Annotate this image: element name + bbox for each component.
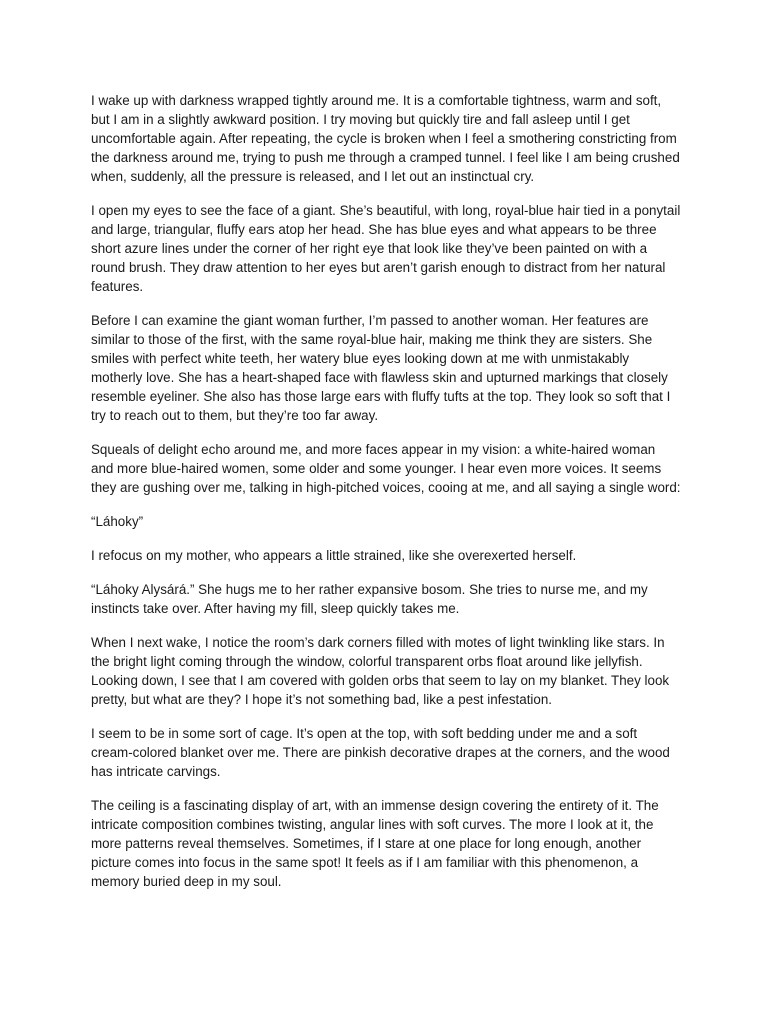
paragraph-5: “Láhoky”: [91, 514, 144, 529]
paragraph-8: When I next wake, I notice the room’s dark corners filled with motes of light twinkling like stars. In the bright light coming through the window, colorful transparent orbs float around like jellyfish. Looking down, I see that I am covered with golden orbs that seem to lay on my blanket. They look pretty, but what are they? I hope it’s not something bad, like a pest infestation.: [91, 635, 670, 707]
paragraph-9: I seem to be in some sort of cage. It’s open at the top, with soft bedding under me and a soft cream-colored blanket over me. There are pinkish decorative drapes at the corners, and the wood has intricate carvings.: [91, 726, 670, 779]
paragraph-7: “Láhoky Alysárá.” She hugs me to her rather expansive bosom. She tries to nurse me, and my instincts take over. After having my fill, sleep quickly takes me.: [91, 582, 648, 616]
paragraph-10: The ceiling is a fascinating display of art, with an immense design covering the entirety of it. The intricate composition combines twisting, angular lines with soft curves. The more I look at it, the more patterns reveal themselves. Sometimes, if I stare at one place for long enough, another picture comes into focus in the same spot! It feels as if I am familiar with this phenomenon, a memory buried deep in my soul.: [91, 798, 659, 889]
document-page: [91, 91, 681, 906]
paragraph-6: I refocus on my mother, who appears a little strained, like she overexerted herself.: [91, 548, 577, 563]
paragraph-3: Before I can examine the giant woman further, I’m passed to another woman. Her features are similar to those of the first, with the same royal-blue hair, making me think they are sisters. She smiles with perfect white teeth, her watery blue eyes looking down at me with unmistakably motherly love. She has a heart-shaped face with flawless skin and upturned markings that closely resemble eyeliner. She also has those large ears with fluffy tufts at the top. They look so soft that I try to reach out to them, but they’re too far away.: [91, 313, 671, 423]
paragraph-4: Squeals of delight echo around me, and more faces appear in my vision: a white-haired woman and more blue-haired women, some older and some younger. I hear even more voices. It seems they are gushing over me, talking in high-pitched voices, cooing at me, and all saying a single word:: [91, 442, 681, 495]
paragraph-1: I wake up with darkness wrapped tightly around me. It is a comfortable tightness, warm and soft, but I am in a slightly awkward position. I try moving but quickly tire and fall asleep until I get uncomfortable again. After repeating, the cycle is broken when I feel a smothering constricting from the darkness around me, trying to push me through a cramped tunnel. I feel like I am being crushed when, suddenly, all the pressure is released, and I let out an instinctual cry.: [91, 93, 680, 184]
paragraph-2: I open my eyes to see the face of a giant. She’s beautiful, with long, royal-blue hair tied in a ponytail and large, triangular, fluffy ears atop her head. She has blue eyes and what appears to be three short azure lines under the corner of her right eye that look like they’ve been painted on with a round brush. They draw attention to her eyes but aren’t garish enough to distract from her natural features.: [91, 203, 681, 294]
